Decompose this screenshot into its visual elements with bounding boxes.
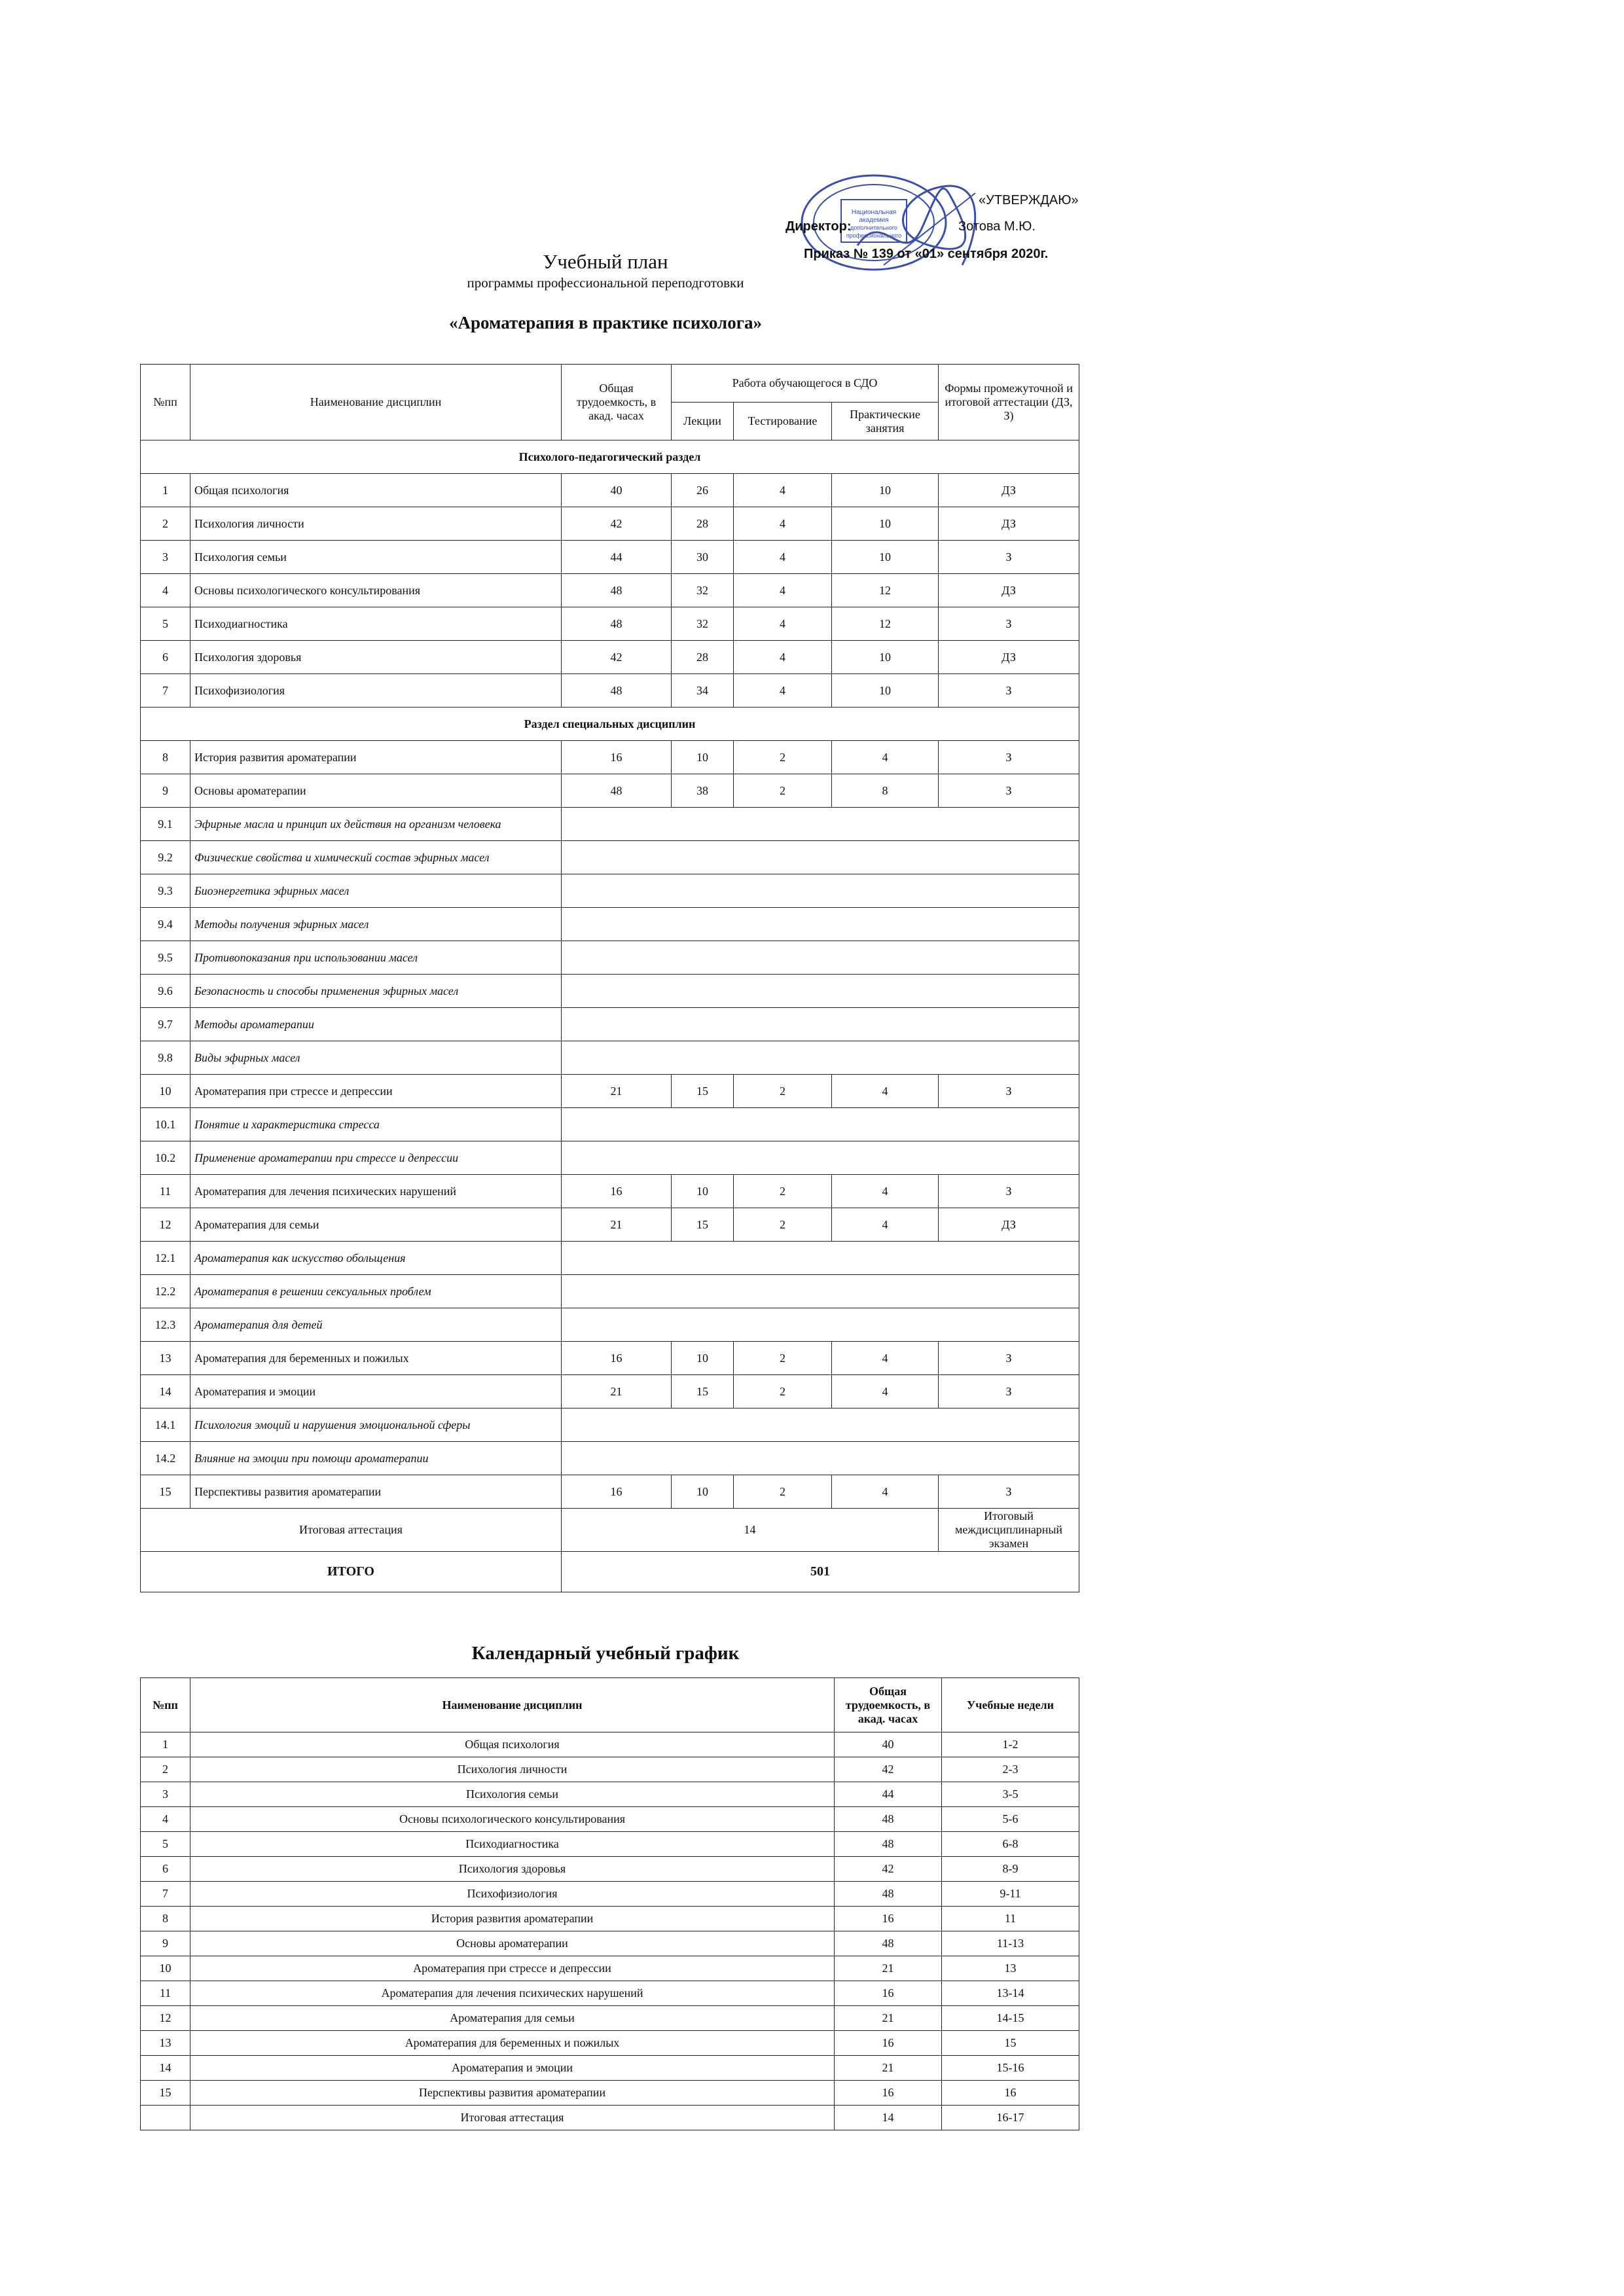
row-lectures: 10	[672, 741, 734, 774]
row-num: 11	[141, 1175, 190, 1208]
row-form: З	[939, 1475, 1079, 1509]
cal-hours: 16	[835, 2031, 942, 2056]
cal-num	[141, 2106, 190, 2130]
header-practice: Практические занятия	[832, 403, 939, 440]
row-practice: 4	[832, 1175, 939, 1208]
row-empty	[562, 1442, 1079, 1475]
table-row	[141, 1782, 1079, 1807]
cal-num: 1	[141, 1732, 190, 1757]
table-row	[141, 574, 1079, 607]
cal-weeks: 8-9	[942, 1857, 1079, 1882]
row-testing: 4	[734, 674, 832, 708]
row-name: Общая психология	[190, 474, 562, 507]
row-form: З	[939, 541, 1079, 574]
plan-subtitle: программы профессиональной переподготовки	[467, 275, 744, 291]
table-row	[141, 1931, 1079, 1956]
cal-hours: 16	[835, 1981, 942, 2006]
cal-num: 13	[141, 2031, 190, 2056]
row-name: Ароматерапия и эмоции	[190, 1375, 562, 1408]
final-hours: 14	[562, 1509, 939, 1552]
row-hours: 48	[562, 607, 672, 641]
cal-num: 12	[141, 2006, 190, 2031]
row-name: Основы ароматерапии	[190, 774, 562, 808]
cal-header-hours: Общая трудоемкость, в акад. часах	[835, 1678, 942, 1732]
row-name: Психодиагностика	[190, 607, 562, 641]
header-testing: Тестирование	[734, 403, 832, 440]
header-forms: Формы промежуточной и итоговой аттестации (ДЗ, З)	[939, 365, 1079, 440]
table-row	[141, 1907, 1079, 1931]
row-name: Ароматерапия для детей	[190, 1308, 562, 1342]
row-hours: 44	[562, 541, 672, 574]
table-row	[141, 1475, 1079, 1509]
section-label: Психолого-педагогический раздел	[141, 440, 1079, 474]
row-name: Методы ароматерапии	[190, 1008, 562, 1041]
table-row	[141, 2106, 1079, 2130]
row-lectures: 15	[672, 1208, 734, 1242]
row-empty	[562, 1242, 1079, 1275]
row-num: 10.1	[141, 1108, 190, 1141]
row-name: Ароматерапия в решении сексуальных проблем	[190, 1275, 562, 1308]
row-practice: 4	[832, 1475, 939, 1509]
table-row	[141, 1208, 1079, 1242]
row-practice: 10	[832, 474, 939, 507]
subtopic-row	[141, 1041, 1079, 1075]
row-hours: 16	[562, 1175, 672, 1208]
cal-num: 3	[141, 1782, 190, 1807]
row-num: 12.2	[141, 1275, 190, 1308]
row-practice: 10	[832, 541, 939, 574]
cal-weeks: 5-6	[942, 1807, 1079, 1832]
header-lectures: Лекции	[672, 403, 734, 440]
cal-num: 14	[141, 2056, 190, 2081]
approval-title: «УТВЕРЖДАЮ»	[979, 193, 1079, 207]
table-row	[141, 1981, 1079, 2006]
table-row	[141, 2031, 1079, 2056]
cal-hours: 44	[835, 1782, 942, 1807]
row-empty	[562, 1141, 1079, 1175]
cal-weeks: 14-15	[942, 2006, 1079, 2031]
row-practice: 12	[832, 574, 939, 607]
row-num: 12.1	[141, 1242, 190, 1275]
row-testing: 2	[734, 1375, 832, 1408]
subtopic-row	[141, 975, 1079, 1008]
table-row	[141, 741, 1079, 774]
row-name: Ароматерапия для семьи	[190, 1208, 562, 1242]
row-name: Ароматерапия как искусство обольщения	[190, 1242, 562, 1275]
row-testing: 2	[734, 1175, 832, 1208]
subtopic-row	[141, 1008, 1079, 1041]
row-num: 2	[141, 507, 190, 541]
table-row	[141, 1882, 1079, 1907]
row-name: Эфирные масла и принцип их действия на организм человека	[190, 808, 562, 841]
svg-text:академия: академия	[859, 217, 889, 224]
row-practice: 12	[832, 607, 939, 641]
cal-header-name: Наименование дисциплин	[190, 1678, 835, 1732]
section-row	[141, 708, 1079, 741]
row-form: З	[939, 1375, 1079, 1408]
row-empty	[562, 1041, 1079, 1075]
row-testing: 2	[734, 1342, 832, 1375]
row-hours: 40	[562, 474, 672, 507]
svg-text:дополнительного: дополнительного	[850, 224, 897, 231]
cal-hours: 16	[835, 1907, 942, 1931]
row-practice: 10	[832, 641, 939, 674]
row-name: Противопоказания при использовании масел	[190, 941, 562, 975]
cal-weeks: 1-2	[942, 1732, 1079, 1757]
row-empty	[562, 941, 1079, 975]
row-empty	[562, 1275, 1079, 1308]
header-hours: Общая трудоемкость, в акад. часах	[562, 365, 672, 440]
row-practice: 4	[832, 1342, 939, 1375]
row-name: Понятие и характеристика стресса	[190, 1108, 562, 1141]
calendar-title: Календарный учебный график	[471, 1643, 740, 1664]
cal-header-num: №пп	[141, 1678, 190, 1732]
cal-name: Общая психология	[190, 1732, 835, 1757]
row-lectures: 15	[672, 1375, 734, 1408]
final-label: Итоговая аттестация	[141, 1509, 562, 1552]
row-name: Физические свойства и химический состав эфирных масел	[190, 841, 562, 874]
row-lectures: 30	[672, 541, 734, 574]
row-hours: 48	[562, 574, 672, 607]
cal-name: Ароматерапия и эмоции	[190, 2056, 835, 2081]
cal-name: Ароматерапия для беременных и пожилых	[190, 2031, 835, 2056]
row-practice: 10	[832, 507, 939, 541]
subtopic-row	[141, 1108, 1079, 1141]
row-num: 9.4	[141, 908, 190, 941]
row-hours: 48	[562, 674, 672, 708]
row-hours: 42	[562, 641, 672, 674]
row-hours: 21	[562, 1208, 672, 1242]
row-num: 9.1	[141, 808, 190, 841]
svg-text:профессионального: профессионального	[846, 232, 902, 239]
row-num: 9.8	[141, 1041, 190, 1075]
cal-weeks: 11	[942, 1907, 1079, 1931]
cal-hours: 21	[835, 1956, 942, 1981]
header-num: №пп	[141, 365, 190, 440]
table-row	[141, 641, 1079, 674]
row-form: З	[939, 1075, 1079, 1108]
row-testing: 2	[734, 1475, 832, 1509]
cal-num: 9	[141, 1931, 190, 1956]
total-value: 501	[562, 1552, 1079, 1592]
row-num: 15	[141, 1475, 190, 1509]
table-row	[141, 1857, 1079, 1882]
cal-name: Итоговая аттестация	[190, 2106, 835, 2130]
cal-hours: 42	[835, 1857, 942, 1882]
table-row	[141, 607, 1079, 641]
table-row	[141, 507, 1079, 541]
cal-hours: 48	[835, 1807, 942, 1832]
row-name: Применение ароматерапии при стрессе и депрессии	[190, 1141, 562, 1175]
header-name: Наименование дисциплин	[190, 365, 562, 440]
row-name: Виды эфирных масел	[190, 1041, 562, 1075]
table-row	[141, 674, 1079, 708]
cal-num: 10	[141, 1956, 190, 1981]
row-name: Влияние на эмоции при помощи ароматерапии	[190, 1442, 562, 1475]
row-empty	[562, 1008, 1079, 1041]
program-name: «Ароматерапия в практике психолога»	[449, 313, 762, 332]
row-num: 7	[141, 674, 190, 708]
row-form: З	[939, 674, 1079, 708]
row-form: З	[939, 741, 1079, 774]
table-row	[141, 1732, 1079, 1757]
row-lectures: 32	[672, 574, 734, 607]
row-num: 9.5	[141, 941, 190, 975]
approval-order: Приказ № 139 от «01» сентября 2020г.	[804, 247, 1049, 261]
row-testing: 2	[734, 774, 832, 808]
row-name: История развития ароматерапии	[190, 741, 562, 774]
row-testing: 4	[734, 474, 832, 507]
row-name: Психофизиология	[190, 674, 562, 708]
cal-hours: 48	[835, 1832, 942, 1857]
cal-name: Основы ароматерапии	[190, 1931, 835, 1956]
cal-name: Психофизиология	[190, 1882, 835, 1907]
row-hours: 16	[562, 1475, 672, 1509]
table-row	[141, 2081, 1079, 2106]
row-practice: 10	[832, 674, 939, 708]
table-row	[141, 1342, 1079, 1375]
cal-name: История развития ароматерапии	[190, 1907, 835, 1931]
cal-weeks: 15-16	[942, 2056, 1079, 2081]
cal-name: Основы психологического консультирования	[190, 1807, 835, 1832]
svg-text:Национальная: Национальная	[851, 209, 897, 216]
row-num: 14.2	[141, 1442, 190, 1475]
cal-hours: 14	[835, 2106, 942, 2130]
cal-weeks: 2-3	[942, 1757, 1079, 1782]
table-row	[141, 1757, 1079, 1782]
cal-name: Ароматерапия при стрессе и депрессии	[190, 1956, 835, 1981]
calendar-table	[140, 1677, 1079, 2130]
row-num: 1	[141, 474, 190, 507]
table-row	[141, 474, 1079, 507]
row-name: Ароматерапия для лечения психических нарушений	[190, 1175, 562, 1208]
cal-name: Психология личности	[190, 1757, 835, 1782]
row-testing: 4	[734, 641, 832, 674]
cal-name: Перспективы развития ароматерапии	[190, 2081, 835, 2106]
plan-title: Учебный план	[543, 250, 668, 273]
row-name: Безопасность и способы применения эфирных масел	[190, 975, 562, 1008]
subtopic-row	[141, 1275, 1079, 1308]
subtopic-row	[141, 1442, 1079, 1475]
row-empty	[562, 841, 1079, 874]
cal-weeks: 9-11	[942, 1882, 1079, 1907]
row-hours: 16	[562, 1342, 672, 1375]
row-empty	[562, 1408, 1079, 1442]
row-num: 9.7	[141, 1008, 190, 1041]
cal-num: 15	[141, 2081, 190, 2106]
cal-num: 7	[141, 1882, 190, 1907]
table-row	[141, 1375, 1079, 1408]
table-row	[141, 1075, 1079, 1108]
row-form: З	[939, 607, 1079, 641]
row-lectures: 10	[672, 1175, 734, 1208]
table-row	[141, 541, 1079, 574]
cal-num: 6	[141, 1857, 190, 1882]
row-num: 12	[141, 1208, 190, 1242]
total-label: ИТОГО	[141, 1552, 562, 1592]
subtopic-row	[141, 808, 1079, 841]
subtopic-row	[141, 1308, 1079, 1342]
row-hours: 42	[562, 507, 672, 541]
row-testing: 4	[734, 607, 832, 641]
cal-num: 4	[141, 1807, 190, 1832]
row-lectures: 32	[672, 607, 734, 641]
row-form: ДЗ	[939, 574, 1079, 607]
director-name: Зотова М.Ю.	[958, 219, 1036, 234]
subtopic-row	[141, 874, 1079, 908]
table-row	[141, 1175, 1079, 1208]
row-testing: 2	[734, 1208, 832, 1242]
row-form: ДЗ	[939, 641, 1079, 674]
curriculum-table	[140, 364, 1079, 1592]
cal-hours: 42	[835, 1757, 942, 1782]
row-form: З	[939, 774, 1079, 808]
row-empty	[562, 1308, 1079, 1342]
cal-hours: 16	[835, 2081, 942, 2106]
row-name: Основы психологического консультирования	[190, 574, 562, 607]
row-num: 6	[141, 641, 190, 674]
row-name: Методы получения эфирных масел	[190, 908, 562, 941]
table-row	[141, 2056, 1079, 2081]
row-testing: 4	[734, 541, 832, 574]
cal-hours: 21	[835, 2006, 942, 2031]
row-num: 14	[141, 1375, 190, 1408]
row-empty	[562, 808, 1079, 841]
cal-num: 8	[141, 1907, 190, 1931]
row-num: 9	[141, 774, 190, 808]
cal-weeks: 6-8	[942, 1832, 1079, 1857]
cal-weeks: 16-17	[942, 2106, 1079, 2130]
cal-num: 5	[141, 1832, 190, 1857]
row-name: Ароматерапия при стрессе и депрессии	[190, 1075, 562, 1108]
row-form: ДЗ	[939, 1208, 1079, 1242]
row-lectures: 34	[672, 674, 734, 708]
row-hours: 16	[562, 741, 672, 774]
row-testing: 4	[734, 507, 832, 541]
subtopic-row	[141, 1141, 1079, 1175]
subtopic-row	[141, 908, 1079, 941]
row-num: 10	[141, 1075, 190, 1108]
cal-name: Психология здоровья	[190, 1857, 835, 1882]
row-num: 9.3	[141, 874, 190, 908]
table-row	[141, 1956, 1079, 1981]
row-num: 13	[141, 1342, 190, 1375]
cal-hours: 40	[835, 1732, 942, 1757]
row-hours: 48	[562, 774, 672, 808]
subtopic-row	[141, 1242, 1079, 1275]
cal-name: Ароматерапия для семьи	[190, 2006, 835, 2031]
row-lectures: 26	[672, 474, 734, 507]
cal-num: 11	[141, 1981, 190, 2006]
cal-hours: 48	[835, 1882, 942, 1907]
row-name: Психология личности	[190, 507, 562, 541]
section-label: Раздел специальных дисциплин	[141, 708, 1079, 741]
row-num: 12.3	[141, 1308, 190, 1342]
table-row	[141, 774, 1079, 808]
row-hours: 21	[562, 1075, 672, 1108]
subtopic-row	[141, 1408, 1079, 1442]
cal-hours: 48	[835, 1931, 942, 1956]
row-practice: 4	[832, 1208, 939, 1242]
cal-name: Психодиагностика	[190, 1832, 835, 1857]
row-lectures: 10	[672, 1342, 734, 1375]
cal-weeks: 13	[942, 1956, 1079, 1981]
row-name: Перспективы развития ароматерапии	[190, 1475, 562, 1509]
final-form: Итоговый междисциплинарный экзамен	[939, 1509, 1079, 1552]
row-empty	[562, 908, 1079, 941]
cal-header-weeks: Учебные недели	[942, 1678, 1079, 1732]
cal-num: 2	[141, 1757, 190, 1782]
row-form: З	[939, 1342, 1079, 1375]
row-practice: 4	[832, 741, 939, 774]
row-testing: 4	[734, 574, 832, 607]
row-name: Психология семьи	[190, 541, 562, 574]
subtopic-row	[141, 841, 1079, 874]
cal-hours: 21	[835, 2056, 942, 2081]
row-num: 4	[141, 574, 190, 607]
row-num: 9.2	[141, 841, 190, 874]
cal-weeks: 16	[942, 2081, 1079, 2106]
cal-weeks: 15	[942, 2031, 1079, 2056]
row-empty	[562, 975, 1079, 1008]
row-num: 14.1	[141, 1408, 190, 1442]
row-num: 8	[141, 741, 190, 774]
row-num: 9.6	[141, 975, 190, 1008]
row-lectures: 28	[672, 507, 734, 541]
subtopic-row	[141, 941, 1079, 975]
row-lectures: 15	[672, 1075, 734, 1108]
director-label: Директор:	[785, 219, 852, 234]
cal-name: Психология семьи	[190, 1782, 835, 1807]
row-empty	[562, 1108, 1079, 1141]
table-row	[141, 2006, 1079, 2031]
table-row	[141, 1807, 1079, 1832]
cal-weeks: 11-13	[942, 1931, 1079, 1956]
row-name: Биоэнергетика эфирных масел	[190, 874, 562, 908]
cal-weeks: 3-5	[942, 1782, 1079, 1807]
row-practice: 4	[832, 1375, 939, 1408]
cal-name: Ароматерапия для лечения психических нарушений	[190, 1981, 835, 2006]
row-practice: 8	[832, 774, 939, 808]
row-hours: 21	[562, 1375, 672, 1408]
row-name: Ароматерапия для беременных и пожилых	[190, 1342, 562, 1375]
row-form: ДЗ	[939, 507, 1079, 541]
row-practice: 4	[832, 1075, 939, 1108]
row-lectures: 28	[672, 641, 734, 674]
row-num: 3	[141, 541, 190, 574]
row-name: Психология эмоций и нарушения эмоциональной сферы	[190, 1408, 562, 1442]
row-testing: 2	[734, 1075, 832, 1108]
row-testing: 2	[734, 741, 832, 774]
cal-weeks: 13-14	[942, 1981, 1079, 2006]
header-work: Работа обучающегося в СДО	[672, 365, 939, 403]
table-row	[141, 1832, 1079, 1857]
row-lectures: 10	[672, 1475, 734, 1509]
row-lectures: 38	[672, 774, 734, 808]
row-empty	[562, 874, 1079, 908]
row-num: 5	[141, 607, 190, 641]
row-form: ДЗ	[939, 474, 1079, 507]
section-row	[141, 440, 1079, 474]
row-form: З	[939, 1175, 1079, 1208]
row-num: 10.2	[141, 1141, 190, 1175]
row-name: Психология здоровья	[190, 641, 562, 674]
